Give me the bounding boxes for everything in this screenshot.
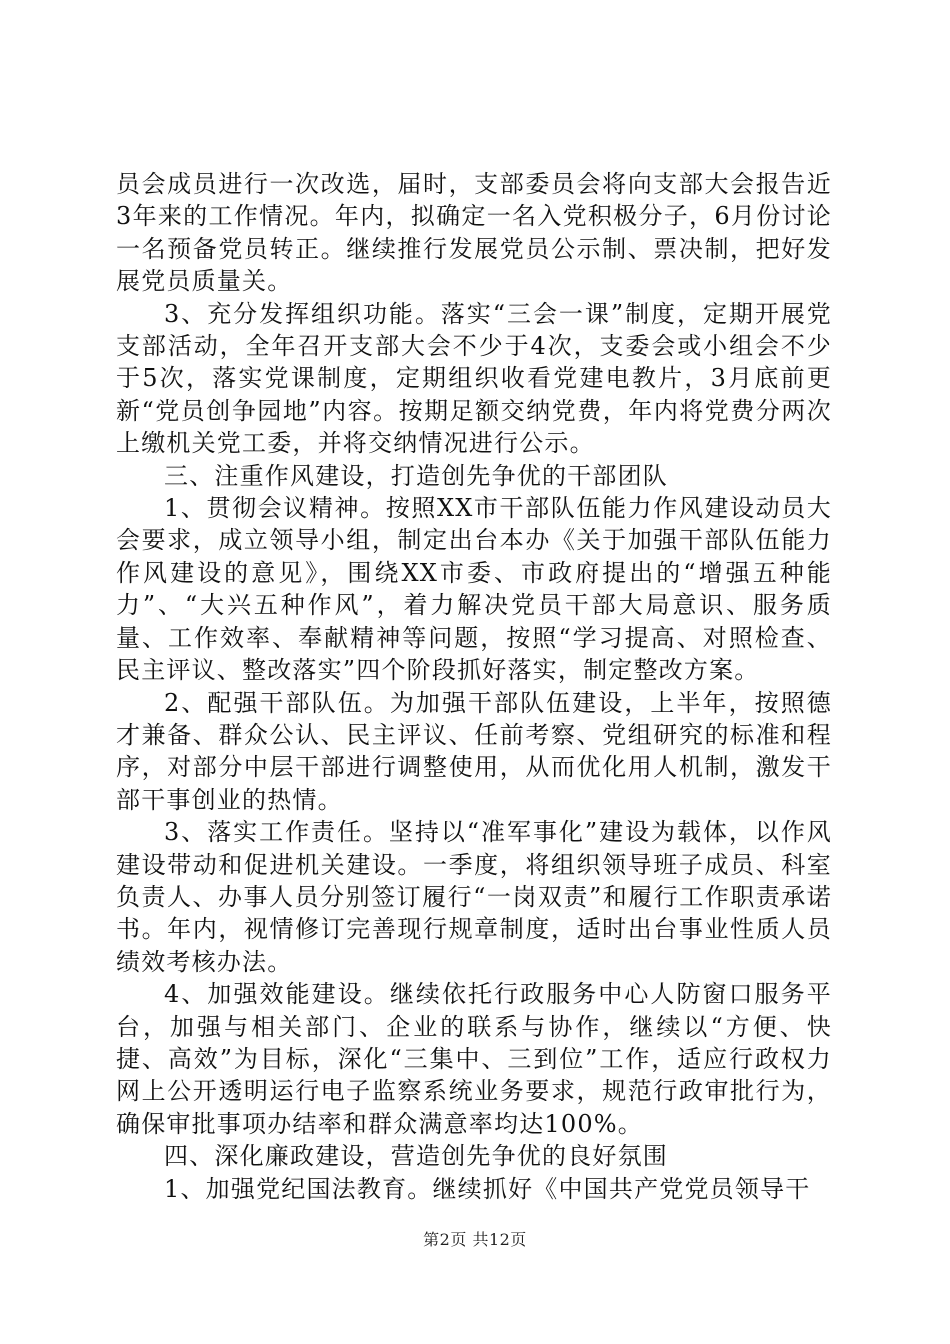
paragraph-efficiency-building: 4、加强效能建设。继续依托行政服务中心人防窗口服务平台，加强与相关部门、企业的联系与协作，继续以“方便、快捷、高效”为目标，深化“三集中、三到位”工作，适应行政权力网上公开透明运行电子监察系统业务要求，规范行政审批行为，确保审批事项办结率和群众满意率均达100%。 bbox=[116, 980, 832, 1138]
document-body bbox=[116, 168, 832, 1205]
paragraph-continuation: 员会成员进行一次改选，届时，支部委员会将向支部大会报告近3年来的工作情况。年内，拟确定一名入党积极分子，6月份讨论一名预备党员转正。继续推行发展党员公示制、票决制，把好发展党员质量关。 bbox=[116, 170, 832, 296]
paragraph-work-responsibility: 3、落实工作责任。坚持以“准军事化”建设为载体，以作风建设带动和促进机关建设。一季度，将组织领导班子成员、科室负责人、办事人员分别签订履行“一岗双责”和履行工作职责承诺书。年内，视情修订完善现行规章制度，适时出台事业性质人员绩效考核办法。 bbox=[116, 818, 832, 976]
page-number-footer: 第2页 共12页 bbox=[423, 1230, 527, 1249]
section-heading-style-building: 三、注重作风建设，打造创先争优的干部团队 bbox=[164, 461, 668, 490]
paragraph-organization-function: 3、充分发挥组织功能。落实“三会一课”制度，定期开展党支部活动，全年召开支部大会不少于4次，支委会或小组会不少于5次，落实党课制度，定期组织收看党建电教片，3月底前更新“党员创争园地”内容。按期足额交纳党费，年内将党费分两次上缴机关党工委，并将交纳情况进行公示。 bbox=[116, 299, 832, 458]
paragraph-discipline-education: 1、加强党纪国法教育。继续抓好《中国共产党党员领导干 bbox=[164, 1174, 811, 1203]
paragraph-cadre-team: 2、配强干部队伍。为加强干部队伍建设，上半年，按照德才兼备、群众公认、民主评议、任前考察、党组研究的标准和程序，对部分中层干部进行调整使用，从而优化用人机制，激发干部干事创业的热情。 bbox=[116, 688, 832, 814]
section-heading-integrity-building: 四、深化廉政建设，营造创先争优的良好氛围 bbox=[164, 1142, 668, 1171]
paragraph-meeting-spirit: 1、贯彻会议精神。按照XX市干部队伍能力作风建设动员大会要求，成立领导小组，制定出台本办《关于加强干部队伍能力作风建设的意见》，围绕XX市委、市政府提出的“增强五种能力”、“大兴五种作风”，着力解决党员干部大局意识、服务质量、工作效率、奉献精神等问题，按照“学习提高、对照检查、民主评议、整改落实”四个阶段抓好落实，制定整改方案。 bbox=[116, 494, 832, 685]
